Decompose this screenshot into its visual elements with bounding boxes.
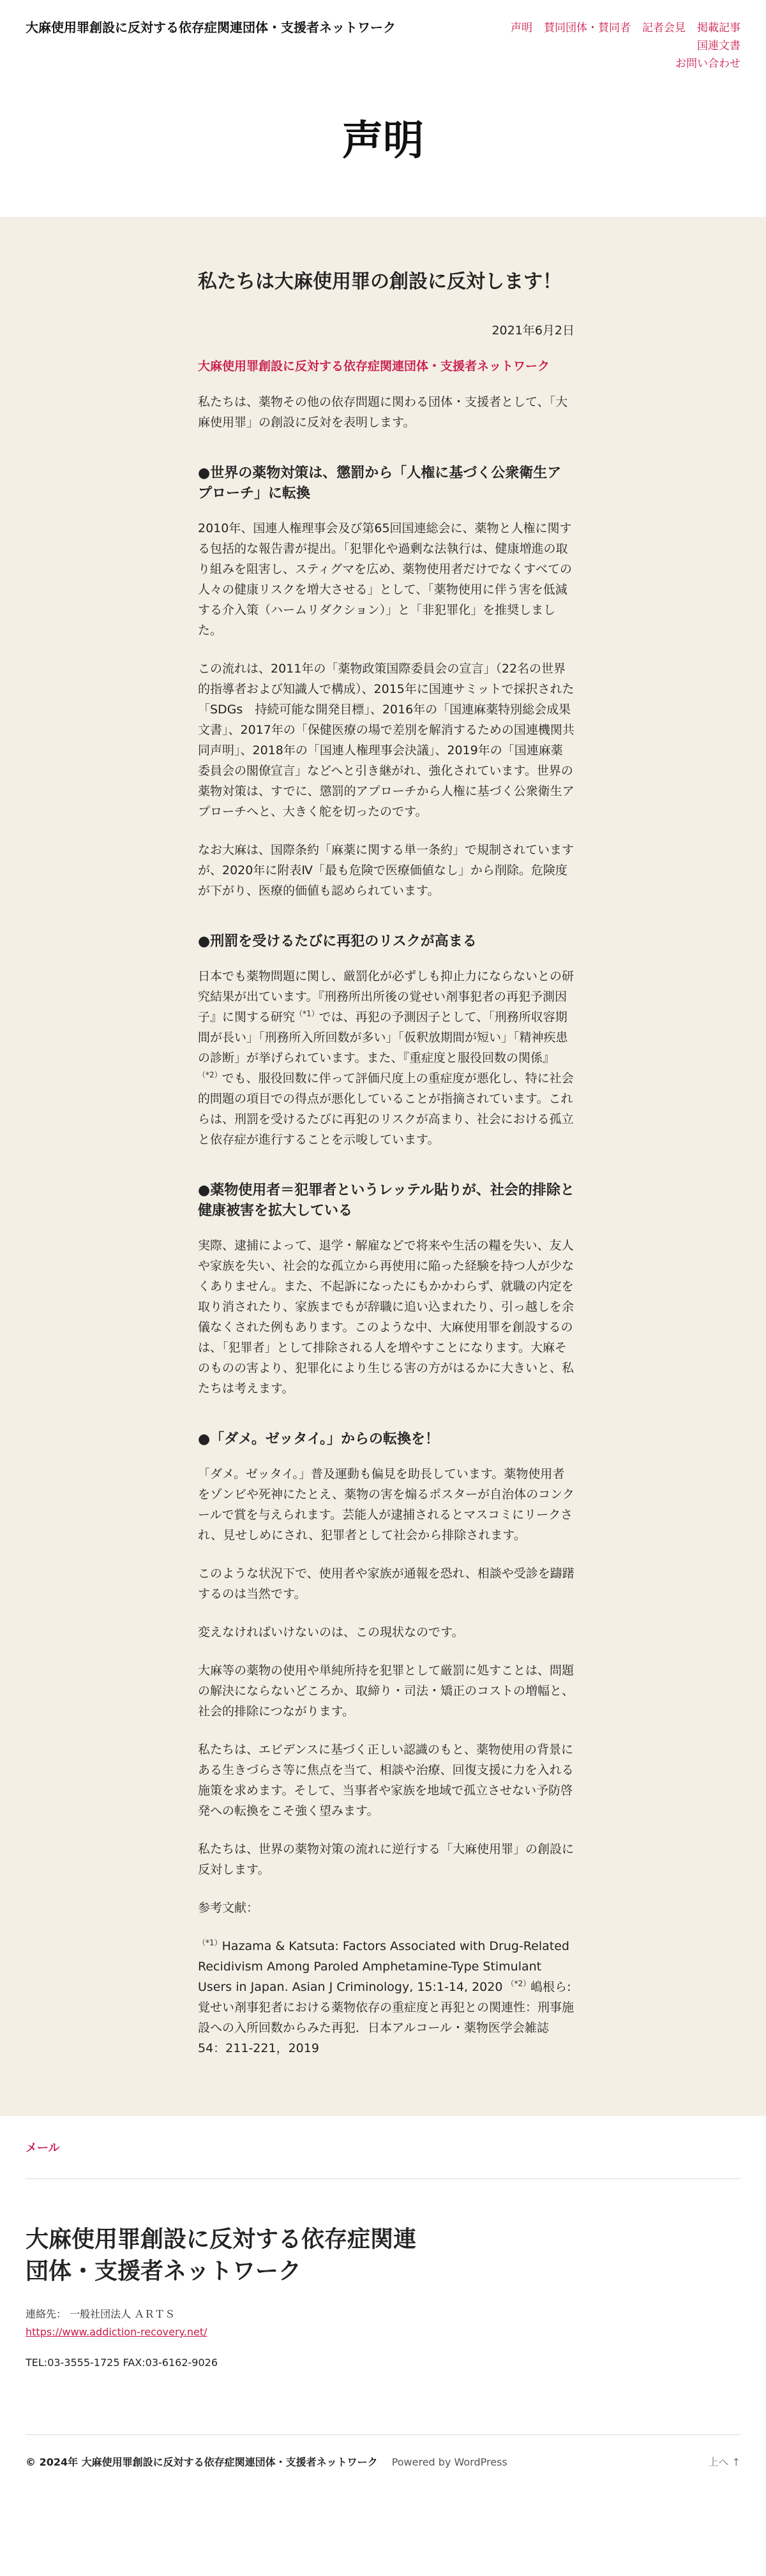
page-title: 声明 bbox=[342, 117, 424, 165]
mail-link[interactable]: メール bbox=[26, 2141, 60, 2155]
paragraph: 私たちは、世界の薬物対策の流れに逆行する「大麻使用罪」の創設に反対します。 bbox=[198, 1842, 574, 1877]
site-title[interactable]: 大麻使用罪創設に反対する依存症関連団体・支援者ネットワーク bbox=[26, 20, 396, 35]
content-area bbox=[0, 217, 766, 2116]
footnote-mark: （*1） bbox=[198, 1938, 222, 1947]
paragraph bbox=[198, 966, 574, 1150]
reference-2: 嶋根ら: 覚せい剤事犯者における薬物依存の重症度と再犯との関連性：刑事施設への入所回数からみた再犯．日本アルコール・薬物医学会雑誌 54：211-221，2019 bbox=[198, 1980, 574, 2055]
nav-item-supporters[interactable]: 賛同団体・賛同者 bbox=[544, 22, 631, 34]
statement-article bbox=[198, 268, 574, 2059]
phone-fax: TEL:03-3555-1725 FAX:03-6162-9026 bbox=[26, 2356, 218, 2369]
section-heading-dame-zettai: ●「ダメ。ゼッタイ。」からの転換を！ bbox=[198, 1431, 440, 1447]
website-link[interactable]: https://www.addiction-recovery.net/ bbox=[26, 2326, 207, 2338]
nav-item-press-conference[interactable]: 記者会見 bbox=[642, 22, 686, 34]
reference-list bbox=[198, 1936, 574, 2059]
paragraph: なお大麻は、国際条約「麻薬に関する単一条約」で規制されていますが、2020年に附表Ⅳ「最も危険で医療価値なし」から削除。危険度が下がり、医療的価値も認められています。 bbox=[198, 843, 574, 898]
paragraph: 私たちは、エビデンスに基づく正しい認識のもと、薬物使用の背景にある生きづらさ等に焦点を当て、相談や治療、回復支援に力を入れる施策を求めます。そして、当事者や家族を地域で孤立させない予防啓発への転換をこそ強く望みます。 bbox=[198, 1743, 574, 1818]
organization-name: 大麻使用罪創設に反対する依存症関連団体・支援者ネットワーク bbox=[198, 359, 550, 373]
footer-org-title: 大麻使用罪創設に反対する依存症関連団体・支援者ネットワーク bbox=[26, 2226, 417, 2284]
text-segment: では、再犯の予測因子として、「刑務所収容期間が長い」「刑務所入所回数が多い」「仮釈放期間が短い」「精神疾患の診断」が挙げられています。また、『重症度と服役回数の関係』 bbox=[198, 1010, 568, 1065]
footnote-mark: （*2） bbox=[198, 1070, 222, 1080]
copyright: © 2024年 大麻使用罪創設に反対する依存症関連団体・支援者ネットワーク bbox=[26, 2456, 378, 2468]
references-label: 参考文献： bbox=[198, 1901, 259, 1915]
page-hero bbox=[0, 57, 766, 217]
paragraph: 実際、逮捕によって、退学・解雇などで将来や生活の糧を失い、友人や家族を失い、社会的な孤立から再使用に陥った経験を持つ人が少なくありません。また、不起訴になったにもかかわらず、就職の内定を取り消されたり、家族までもが辞職に追い込まれたり、引っ越しを余儀なくされた例もあります。このような中、大麻使用罪を創設するのは、「犯罪者」として排除される人を増やすことになります。大麻そのものの害より、犯罪化により生じる害の方がはるかに大きいと、私たちは考えます。 bbox=[198, 1239, 574, 1396]
text-segment: でも、服役回数に伴って評価尺度上の重症度が悪化し、特に社会的問題の項目での得点が悪化していることが指摘されています。これらは、刑罰を受けるたびに再犯のリスクが高まり、社会における孤立と依存症が進行することを示唆しています。 bbox=[198, 1071, 574, 1147]
paragraph: 「ダメ。ゼッタイ。」普及運動も偏見を助長しています。薬物使用者をゾンビや死神にたとえ、薬物の害を煽るポスターが自治体のコンクールで賞を与えられます。芸能人が逮捕されるとマスコミにリークされ、見せしめにされ、犯罪者として社会から排除されます。 bbox=[198, 1467, 574, 1542]
powered-by-link[interactable]: Powered by WordPress bbox=[391, 2456, 507, 2468]
site-footer bbox=[0, 2116, 766, 2488]
text-segment: 日本でも薬物問題に関し、厳罰化が必ずしも抑止力にならないとの研究結果が出ています。『刑務所出所後の覚せい剤事犯者の再犯予測因子』に関する研究 bbox=[198, 969, 574, 1024]
nav-item-un-documents[interactable]: 国連文書 bbox=[697, 40, 740, 52]
section-heading-social-exclusion: ●薬物使用者＝犯罪者というレッテル貼りが、社会的排除と健康被害を拡大している bbox=[198, 1182, 574, 1219]
site-header bbox=[0, 0, 766, 70]
back-to-top-link[interactable]: 上へ ↑ bbox=[708, 2456, 740, 2468]
section-heading-global-policy: ●世界の薬物対策は、懲罰から「人権に基づく公衆衛生アプローチ」に転換 bbox=[198, 465, 562, 502]
paragraph: このような状況下で、使用者や家族が通報を恐れ、相談や受診を躊躇するのは当然です。 bbox=[198, 1567, 574, 1601]
nav-item-statement[interactable]: 声明 bbox=[511, 22, 532, 34]
main-nav bbox=[447, 19, 740, 73]
paragraph: 2010年、国連人権理事会及び第65回国連総会に、薬物と人権に関する包括的な報告書が提出。「犯罪化や過剰な法執行は、健康増進の取り組みを阻害し、スティグマを広め、薬物使用者だけでなくすべての人々の健康リスクを増大させる」として、「薬物使用に伴う害を低減する介入策（ハームリダクション）」と「非犯罪化」を推奨しました。 bbox=[198, 521, 572, 637]
footer-bottom-bar bbox=[26, 2454, 740, 2488]
article-date: 2021年6月2日 bbox=[492, 324, 574, 338]
footer-credits bbox=[26, 2454, 507, 2469]
article-title: 私たちは大麻使用罪の創設に反対します！ bbox=[198, 271, 562, 293]
paragraph: この流れは、2011年の「薬物政策国際委員会の宣言」（22名の世界的指導者および知識人で構成）、2015年に国連サミットで採択された「SDGs 持続可能な開発目標」、2016年の「国連麻薬特別総会成果文書」、2017年の「保健医療の場で差別を解消するための国連機関共同声明」、2018年の「国連人権理事会決議」、2019年の「国連麻薬委員会の閣僚宣言」などへと引き継がれ、強化されています。世界の薬物対策は、すでに、懲罰的アプローチから人権に基づく公衆衛生アプローチへと、大きく舵を切ったのです。 bbox=[198, 662, 574, 819]
nav-item-contact[interactable]: お問い合わせ bbox=[675, 57, 740, 70]
divider bbox=[26, 2178, 740, 2179]
intro-paragraph: 私たちは、薬物その他の依存問題に関わる団体・支援者として、「大麻使用罪」の創設に反対を表明します。 bbox=[198, 395, 568, 429]
footnote-mark: （*2） bbox=[506, 1979, 531, 1988]
section-heading-recidivism: ●刑罰を受けるたびに再犯のリスクが高まる bbox=[198, 934, 477, 949]
divider bbox=[26, 2434, 740, 2435]
contact-info: 連絡先： 一般社団法人 ＡＲＴＳ bbox=[26, 2308, 176, 2320]
reference-1: Hazama & Katsuta: Factors Associated with Drug-Related Recidivism Among Paroled Amphetamine-Type Stimulant Users in Japan. Asian J Criminology, 15:1-14, 2020 bbox=[198, 1939, 569, 1994]
nav-item-articles[interactable]: 掲載記事 bbox=[697, 22, 740, 34]
footnote-mark: （*1） bbox=[295, 1009, 319, 1018]
paragraph: 大麻等の薬物の使用や単純所持を犯罪として厳罰に処すことは、問題の解決にならないどころか、取締り・司法・矯正のコストの増幅と、社会的排除につながります。 bbox=[198, 1664, 574, 1718]
paragraph: 変えなければいけないのは、この現状なのです。 bbox=[198, 1625, 464, 1639]
